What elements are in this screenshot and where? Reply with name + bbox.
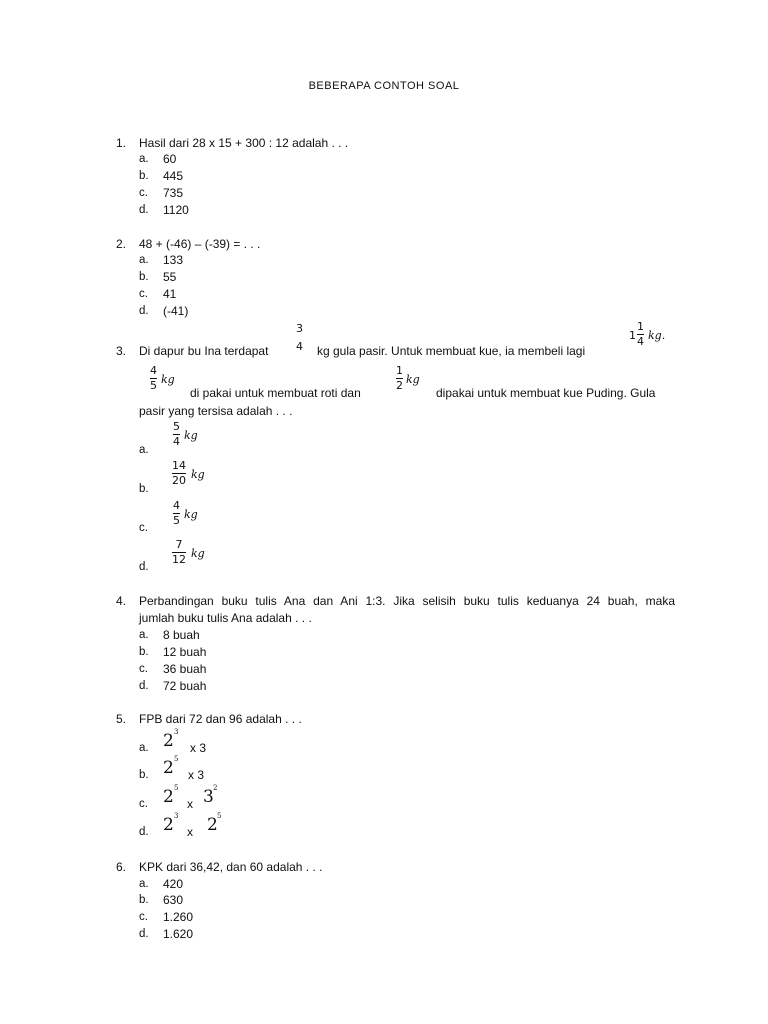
- q5-option-c-base2: 3: [203, 787, 214, 807]
- question-4-number: 4.: [116, 594, 127, 608]
- page-title: BEBERAPA CONTOH SOAL: [308, 80, 460, 92]
- q2-option-b-letter: b.: [139, 271, 149, 283]
- question-5-number: 5.: [116, 712, 127, 726]
- question-3-text-part3: di pakai untuk membuat roti dan: [190, 386, 361, 400]
- q3-option-d-letter: d.: [139, 561, 149, 573]
- q6-option-d-letter: d.: [139, 928, 149, 940]
- q3-option-c-unit: kg: [184, 508, 198, 521]
- q3-mixed-numerator: 1: [637, 320, 644, 333]
- q3-mixed-whole: 1: [629, 329, 636, 342]
- q3-option-c-fraction: [173, 500, 180, 527]
- q3-option-b-denominator: 20: [172, 474, 186, 487]
- q2-option-a-letter: a.: [139, 254, 149, 266]
- q3-option-c-denominator: 5: [173, 514, 180, 527]
- q6-option-b-value: 630: [163, 893, 184, 907]
- question-6-number: 6.: [116, 860, 127, 874]
- q2-option-d-letter: d.: [139, 305, 149, 317]
- q6-option-d-value: 1.620: [163, 927, 194, 941]
- q3-option-b-unit: kg: [191, 468, 205, 481]
- q4-option-b-letter: b.: [139, 646, 149, 658]
- question-2-number: 2.: [116, 237, 127, 251]
- question-3-text-part4: dipakai untuk membuat kue Puding. Gula: [436, 386, 656, 400]
- q3-option-a-unit: kg: [184, 429, 198, 442]
- question-1-text: Hasil dari 28 x 15 + 300 : 12 adalah . . .: [139, 136, 349, 150]
- question-3-text-part2: kg gula pasir. Untuk membuat kue, ia membeli lagi: [317, 344, 586, 358]
- q1-option-b-value: 445: [163, 169, 184, 183]
- q5-option-a-exponent: 3: [174, 728, 179, 736]
- q3-fraction-d-denominator: 2: [396, 379, 403, 392]
- q1-option-b-letter: b.: [139, 170, 149, 182]
- q4-option-c-value: 36 buah: [163, 662, 207, 676]
- q3-fraction-d-unit: kg: [406, 373, 420, 386]
- q3-fraction-d-numerator: 1: [396, 364, 403, 377]
- question-3-text-part1: Di dapur bu Ina terdapat: [139, 344, 269, 358]
- q1-option-a-letter: a.: [139, 153, 149, 165]
- q2-option-c-value: 41: [163, 287, 177, 301]
- q6-option-a-value: 420: [163, 877, 184, 891]
- q1-option-c-letter: c.: [139, 187, 148, 199]
- q5-option-d-exponent1: 3: [174, 812, 179, 820]
- q3-mixed-denominator: 4: [637, 335, 644, 348]
- q1-option-d-letter: d.: [139, 204, 149, 216]
- question-3-number: 3.: [116, 344, 127, 358]
- q5-option-b-base: 2: [163, 758, 174, 778]
- q4-option-b-value: 12 buah: [163, 645, 207, 659]
- q5-option-b-exponent: 5: [174, 755, 179, 763]
- q3-option-b-letter: b.: [139, 483, 149, 495]
- q2-option-b-value: 55: [163, 270, 177, 284]
- q5-option-d-base2: 2: [207, 815, 218, 835]
- q5-option-c-exponent2: 2: [213, 784, 218, 792]
- q3-option-d-fraction: [172, 539, 186, 566]
- q5-option-d-operator: x: [187, 825, 193, 839]
- q5-option-c-exponent1: 5: [174, 784, 179, 792]
- q3-mixed-unit: kg.: [648, 329, 666, 342]
- q1-option-c-value: 735: [163, 186, 184, 200]
- q3-option-c-letter: c.: [139, 522, 148, 534]
- q1-option-a-value: 60: [163, 152, 177, 166]
- q5-option-b-operator: x 3: [188, 768, 205, 782]
- q1-option-d-value: 1120: [163, 203, 189, 217]
- q5-option-a-letter: a.: [139, 742, 149, 754]
- question-6-text: KPK dari 36,42, dan 60 adalah . . .: [139, 860, 323, 874]
- q6-option-c-letter: c.: [139, 911, 148, 923]
- q3-option-c-numerator: 4: [173, 499, 180, 512]
- q2-option-c-letter: c.: [139, 288, 148, 300]
- q3-option-a-fraction: [173, 421, 180, 448]
- q3-option-a-denominator: 4: [173, 435, 180, 448]
- q3-fraction-3-4: [296, 323, 303, 353]
- question-2-text: 48 + (-46) – (-39) = . . .: [139, 237, 261, 251]
- q4-option-a-letter: a.: [139, 629, 149, 641]
- q3-fraction-4-5: [150, 365, 157, 392]
- q3-fraction-a-denominator: 4: [296, 340, 303, 353]
- q4-option-d-letter: d.: [139, 680, 149, 692]
- q5-option-c-operator: x: [187, 797, 193, 811]
- q2-option-d-value: (-41): [163, 304, 189, 318]
- q5-option-c-letter: c.: [139, 798, 148, 810]
- q3-fraction-c-denominator: 5: [150, 379, 157, 392]
- q3-option-b-fraction: [172, 460, 186, 487]
- question-3-text-part5: pasir yang tersisa adalah . . .: [139, 404, 293, 418]
- q3-option-a-letter: a.: [139, 444, 149, 456]
- q3-fraction-1-2: [396, 365, 403, 392]
- question-1-number: 1.: [116, 136, 127, 150]
- q3-fraction-a-numerator: 3: [296, 322, 303, 335]
- q3-option-d-unit: kg: [191, 547, 205, 560]
- q5-option-c-base1: 2: [163, 787, 174, 807]
- q3-fraction-c-numerator: 4: [150, 364, 157, 377]
- q5-option-d-exponent2: 5: [217, 812, 222, 820]
- question-4-text-line1: Perbandingan buku tulis Ana dan Ani 1:3. Jika selisih buku tulis keduanya 24 buah, maka: [139, 594, 675, 608]
- q2-option-a-value: 133: [163, 253, 184, 267]
- question-4-text-line2: jumlah buku tulis Ana adalah . . .: [139, 611, 312, 625]
- q5-option-d-base1: 2: [163, 815, 174, 835]
- q3-option-d-numerator: 7: [175, 538, 183, 551]
- q5-option-b-letter: b.: [139, 769, 149, 781]
- q5-option-a-base: 2: [163, 731, 174, 751]
- q4-option-c-letter: c.: [139, 663, 148, 675]
- q5-option-d-letter: d.: [139, 826, 149, 838]
- q4-option-d-value: 72 buah: [163, 679, 207, 693]
- q3-option-d-denominator: 12: [172, 553, 186, 566]
- q6-option-a-letter: a.: [139, 878, 149, 890]
- q3-option-a-numerator: 5: [173, 420, 180, 433]
- q3-mixed-fraction: [637, 321, 644, 348]
- q6-option-c-value: 1.260: [163, 910, 194, 924]
- question-5-text: FPB dari 72 dan 96 adalah . . .: [139, 712, 302, 726]
- q4-option-a-value: 8 buah: [163, 628, 200, 642]
- q3-option-b-numerator: 14: [172, 459, 186, 472]
- q3-fraction-c-unit: kg: [161, 373, 175, 386]
- q5-option-a-operator: x 3: [190, 741, 207, 755]
- q6-option-b-letter: b.: [139, 894, 149, 906]
